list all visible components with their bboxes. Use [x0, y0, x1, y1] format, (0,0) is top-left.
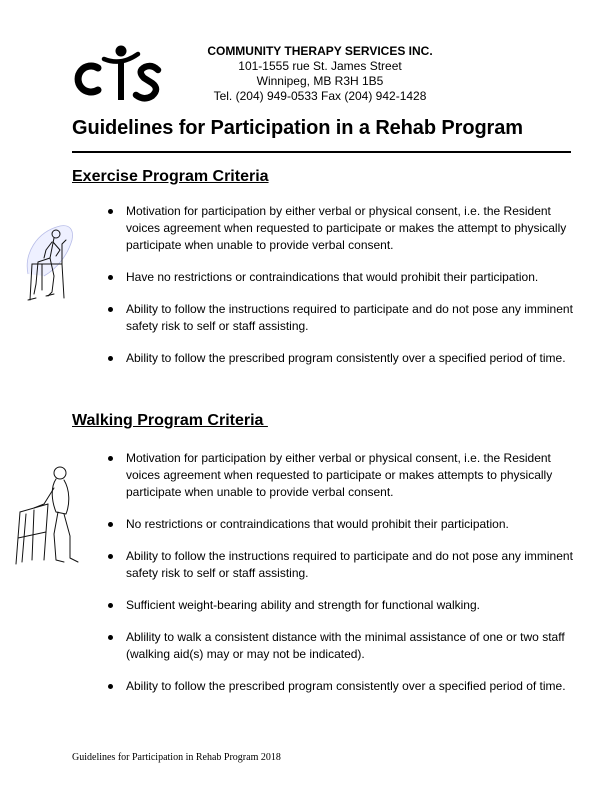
walking-criteria-list — [126, 450, 574, 710]
page-title: Guidelines for Participation in a Rehab Program — [72, 117, 523, 139]
list-item: Ability to follow the instructions required to participate and do not pose any imminent safety risk to self or staff assisting. — [126, 549, 573, 580]
cts-logo — [74, 42, 166, 104]
list-item: Ability to follow the instructions required to participate and do not pose any imminent safety risk to self or staff assisting. — [126, 302, 573, 333]
list-item: Ablility to walk a consistent distance with the minimal assistance of one or two staff (walking aid(s) may or may not be indicated). — [126, 629, 574, 663]
seated-exercise-figure — [22, 224, 74, 304]
list-item: Motivation for participation by either verbal or physical consent, i.e. the Resident voices agreement when requested to participate or makes attempts to physically participate when unable to provide verbal consent. — [126, 450, 574, 501]
address-line-2: Winnipeg, MB R3H 1B5 — [256, 74, 384, 88]
exercise-section-heading: Exercise Program Criteria — [72, 168, 269, 185]
walking-section-heading: Walking Program Criteria — [72, 412, 268, 429]
list-item: Motivation for participation by either verbal or physical consent, i.e. the Resident voices agreement when requested to participate or makes the attempt to physically participate when unable to provide verbal consent. — [126, 203, 574, 254]
phone-fax: Tel. (204) 949-0533 Fax (204) 942-1428 — [213, 89, 427, 103]
list-item: Sufficient weight-bearing ability and strength for functional walking. — [126, 597, 574, 614]
address-line-1: 101-1555 rue St. James Street — [238, 59, 402, 73]
organization-name: COMMUNITY THERAPY SERVICES INC. — [207, 44, 433, 58]
organization-header — [170, 44, 470, 104]
walker-figure — [14, 464, 84, 566]
title-divider — [72, 151, 571, 153]
list-item: Ability to follow the prescribed program consistently over a specified period of time. — [126, 678, 574, 695]
list-item: No restrictions or contraindications that would prohibit their participation. — [126, 516, 574, 533]
list-item: Ability to follow the prescribed program consistently over a specified period of time. — [126, 350, 574, 367]
page-footer: Guidelines for Participation in Rehab Program 2018 — [72, 752, 281, 763]
list-item: Have no restrictions or contraindications that would prohibit their participation. — [126, 269, 574, 286]
exercise-criteria-list — [126, 203, 574, 382]
